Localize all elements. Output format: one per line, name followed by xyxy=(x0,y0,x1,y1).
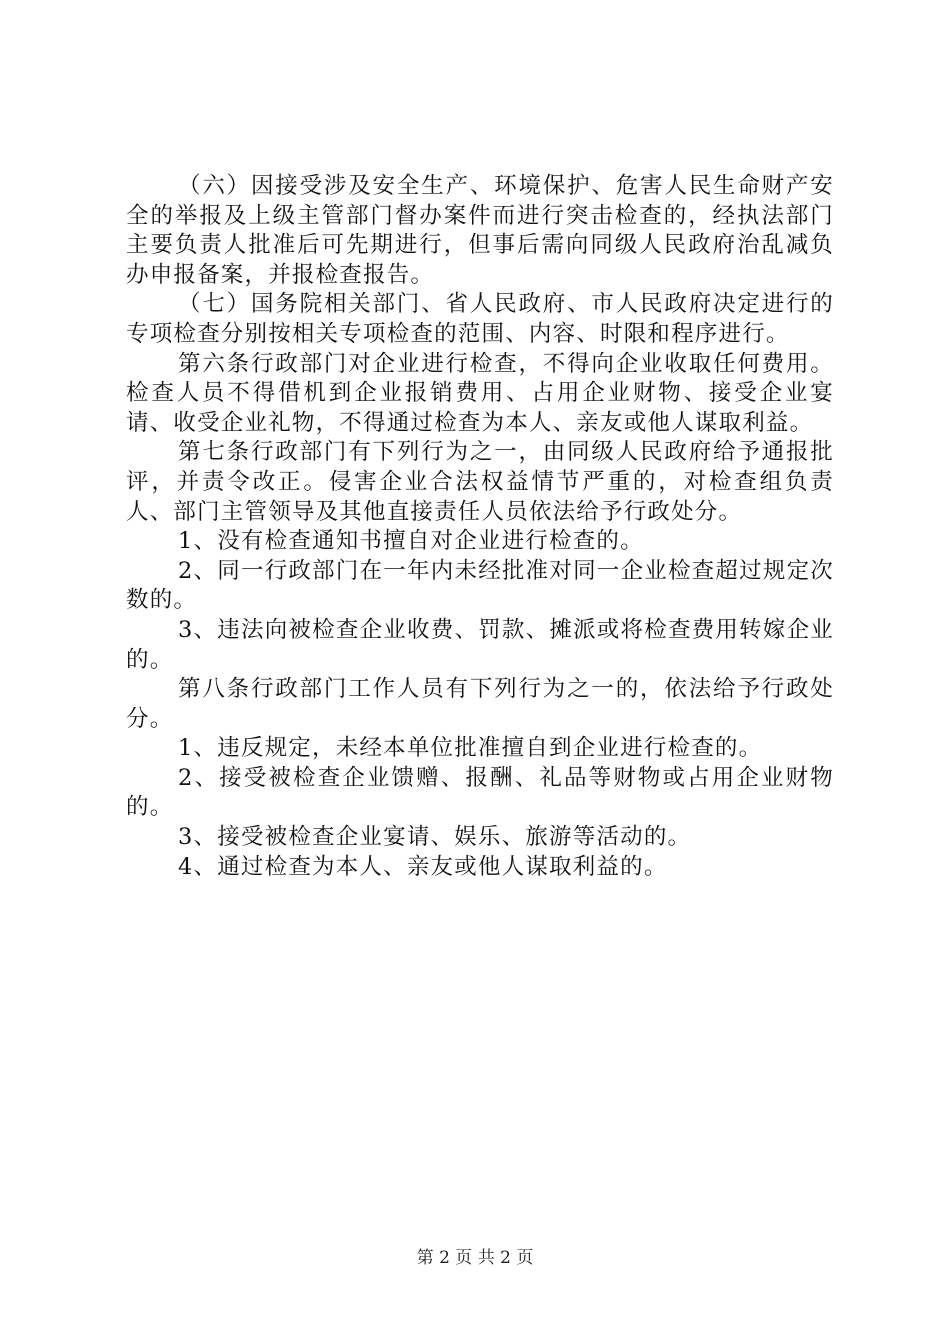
paragraph: 2、接受被检查企业馈赠、报酬、礼品等财物或占用企业财物的。 xyxy=(126,764,834,821)
paragraph: 2、同一行政部门在一年内未经批准对同一企业检查超过规定次数的。 xyxy=(126,557,834,614)
document-body xyxy=(126,172,834,882)
paragraph: 第七条行政部门有下列行为之一，由同级人民政府给予通报批评，并责令改正。侵害企业合法权益情节严重的，对检查组负责人、部门主管领导及其他直接责任人员依法给予行政处分。 xyxy=(126,439,834,525)
paragraph: 4、通过检查为本人、亲友或他人谋取利益的。 xyxy=(178,853,668,880)
paragraph: （七）国务院相关部门、省人民政府、市人民政府决定进行的专项检查分别按相关专项检查的范围、内容、时限和程序进行。 xyxy=(126,291,834,347)
paragraph: 1、没有检查通知书擅自对企业进行检查的。 xyxy=(178,528,644,555)
paragraph: （六）因接受涉及安全生产、环境保护、危害人民生命财产安全的举报及上级主管部门督办案件而进行突击检查的，经执法部门主要负责人批准后可先期进行，但事后需向同级人民政府治乱减负办申报备案，并报检查报告。 xyxy=(126,173,834,288)
paragraph: 1、违反规定，未经本单位批准擅自到企业进行检查的。 xyxy=(178,735,763,762)
paragraph: 3、违法向被检查企业收费、罚款、摊派或将检查费用转嫁企业的。 xyxy=(126,616,834,673)
page-number-footer: 第 2 页 共 2 页 xyxy=(416,1248,534,1268)
paragraph: 3、接受被检查企业宴请、娱乐、旅游等活动的。 xyxy=(178,824,692,851)
paragraph: 第六条行政部门对企业进行检查，不得向企业收取任何费用。检查人员不得借机到企业报销费用、占用企业财物、接受企业宴请、收受企业礼物，不得通过检查为本人、亲友或他人谋取利益。 xyxy=(126,350,834,436)
paragraph: 第八条行政部门工作人员有下列行为之一的，依法给予行政处分。 xyxy=(126,676,834,732)
